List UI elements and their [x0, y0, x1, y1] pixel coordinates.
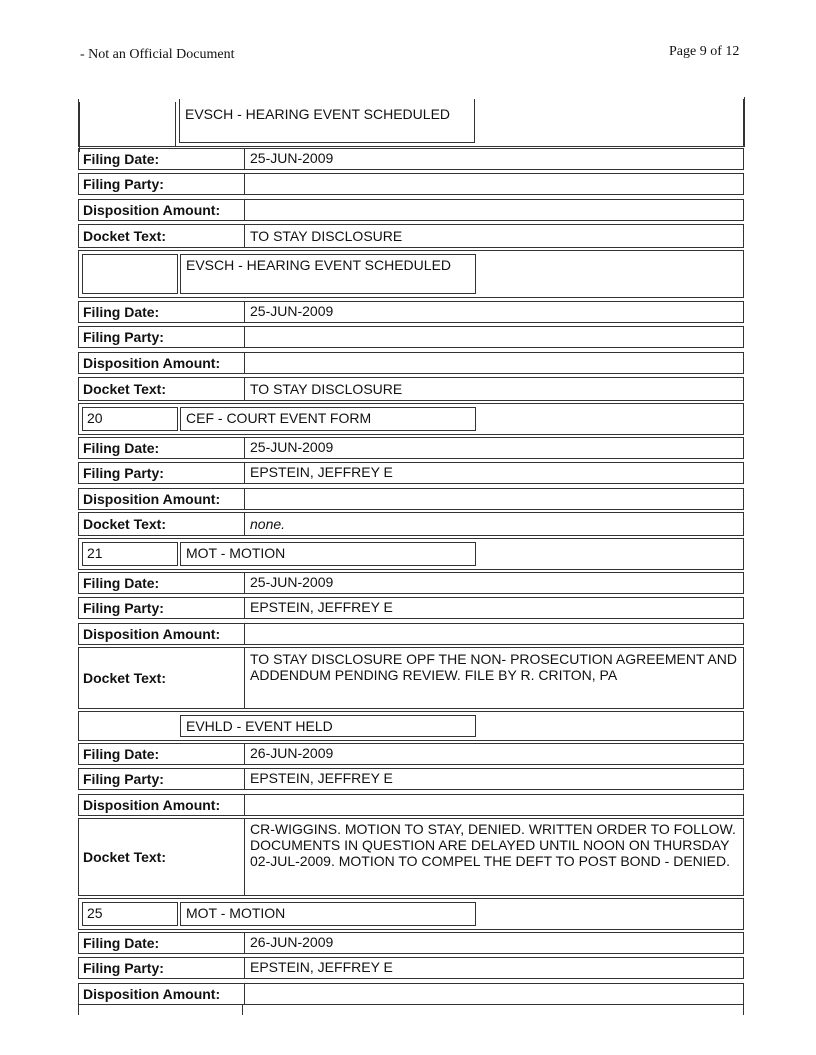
filing-party-label: Filing Party:	[79, 598, 245, 618]
filing-date-value: 25-JUN-2009	[250, 150, 334, 166]
event-code: EVSCH - HEARING EVENT SCHEDULED	[180, 254, 476, 294]
filing-date-row	[78, 437, 744, 459]
filing-party-row	[78, 768, 744, 790]
docket-text-label: Docket Text:	[79, 513, 245, 535]
disposition-amount-value	[247, 200, 743, 220]
filing-party-value: EPSTEIN, JEFFREY E	[250, 599, 393, 615]
event-row	[78, 99, 744, 147]
docket-text-row	[78, 647, 744, 709]
disposition-amount-label: Disposition Amount:	[79, 489, 245, 509]
event-code: MOT - MOTION	[180, 902, 476, 926]
filing-date-value: 25-JUN-2009	[250, 303, 334, 319]
disposition-amount-label: Disposition Amount:	[79, 353, 245, 373]
filing-party-row	[78, 597, 744, 619]
docket-text-label: Docket Text:	[79, 378, 245, 400]
filing-party-row	[78, 462, 744, 484]
filing-date-label: Filing Date:	[79, 302, 245, 322]
event-row	[78, 898, 744, 930]
filing-party-label: Filing Party:	[79, 958, 245, 978]
disposition-amount-row	[78, 983, 744, 1005]
filing-date-row	[78, 148, 744, 170]
disposition-amount-label: Disposition Amount:	[79, 200, 245, 220]
event-code: EVSCH - HEARING EVENT SCHEDULED	[179, 99, 475, 143]
disposition-amount-row	[78, 352, 744, 374]
event-row	[78, 403, 744, 435]
docket-text-label: Docket Text:	[79, 648, 245, 708]
docket-text-value: TO STAY DISCLOSURE	[250, 381, 403, 397]
disposition-amount-value	[247, 624, 743, 644]
event-number: 25	[82, 902, 178, 926]
event-row	[78, 250, 744, 298]
filing-date-label: Filing Date:	[79, 744, 245, 764]
event-number	[82, 715, 178, 737]
filing-party-value: EPSTEIN, JEFFREY E	[250, 959, 393, 975]
filing-party-value	[247, 327, 743, 347]
filing-date-row	[78, 572, 744, 594]
header-disclaimer: - Not an Official Document	[80, 47, 235, 62]
disposition-amount-row	[78, 623, 744, 645]
filing-party-label: Filing Party:	[79, 327, 245, 347]
filing-party-label: Filing Party:	[79, 769, 245, 789]
event-row	[78, 538, 744, 570]
event-number: 21	[82, 542, 178, 566]
filing-date-row	[78, 301, 744, 323]
page-number: Page 9 of 12	[669, 44, 740, 59]
filing-party-row	[78, 326, 744, 348]
disposition-amount-label: Disposition Amount:	[79, 795, 245, 815]
filing-party-value: EPSTEIN, JEFFREY E	[250, 464, 393, 480]
disposition-amount-row	[78, 794, 744, 816]
docket-text-value: TO STAY DISCLOSURE OPF THE NON- PROSECUTION AGREEMENT AND ADDENDUM PENDING REVIEW. FILE BY R. CRITON, PA	[250, 651, 737, 683]
event-number	[82, 254, 178, 294]
docket-text-value: CR-WIGGINS. MOTION TO STAY, DENIED. WRITTEN ORDER TO FOLLOW. DOCUMENTS IN QUESTION ARE DELAYED UNTIL NOON ON THURSDAY 02-JUL-2009. MOTION TO COMPEL THE DEFT TO POST BOND - DENIED.	[250, 821, 736, 869]
label-column-border	[242, 1005, 243, 1015]
filing-party-row	[78, 957, 744, 979]
filing-date-row	[78, 743, 744, 765]
disposition-amount-row	[78, 488, 744, 510]
docket-text-value: TO STAY DISCLOSURE	[250, 228, 403, 244]
docket-text-label: Docket Text:	[79, 819, 245, 895]
filing-date-value: 25-JUN-2009	[250, 574, 334, 590]
docket-text-label: Docket Text:	[79, 225, 245, 247]
filing-date-value: 26-JUN-2009	[250, 745, 334, 761]
disposition-amount-value	[247, 353, 743, 373]
event-code: CEF - COURT EVENT FORM	[180, 407, 476, 431]
docket-text-row	[78, 377, 744, 401]
table-border-right	[743, 1005, 744, 1015]
filing-party-label: Filing Party:	[79, 174, 245, 194]
event-number: 20	[82, 407, 178, 431]
filing-party-label: Filing Party:	[79, 463, 245, 483]
filing-date-label: Filing Date:	[79, 933, 245, 953]
filing-date-label: Filing Date:	[79, 438, 245, 458]
filing-party-row	[78, 173, 744, 195]
disposition-amount-label: Disposition Amount:	[79, 624, 245, 644]
docket-text-row	[78, 224, 744, 248]
event-code: MOT - MOTION	[180, 542, 476, 566]
filing-party-value: EPSTEIN, JEFFREY E	[250, 770, 393, 786]
docket-text-row	[78, 818, 744, 896]
disposition-amount-label: Disposition Amount:	[79, 984, 245, 1004]
table-border-right	[744, 97, 745, 147]
disposition-amount-value	[247, 489, 743, 509]
docket-text-value: none.	[250, 516, 286, 532]
filing-date-label: Filing Date:	[79, 149, 245, 169]
filing-party-value	[247, 174, 743, 194]
filing-date-row	[78, 932, 744, 954]
event-code: EVHLD - EVENT HELD	[180, 715, 476, 737]
disposition-amount-row	[78, 199, 744, 221]
filing-date-value: 26-JUN-2009	[250, 934, 334, 950]
disposition-amount-value	[247, 984, 743, 1004]
table-border-left	[78, 1005, 79, 1015]
filing-date-value: 25-JUN-2009	[250, 439, 334, 455]
disposition-amount-value	[247, 795, 743, 815]
filing-date-label: Filing Date:	[79, 573, 245, 593]
event-row	[78, 711, 744, 741]
docket-text-row	[78, 512, 744, 536]
